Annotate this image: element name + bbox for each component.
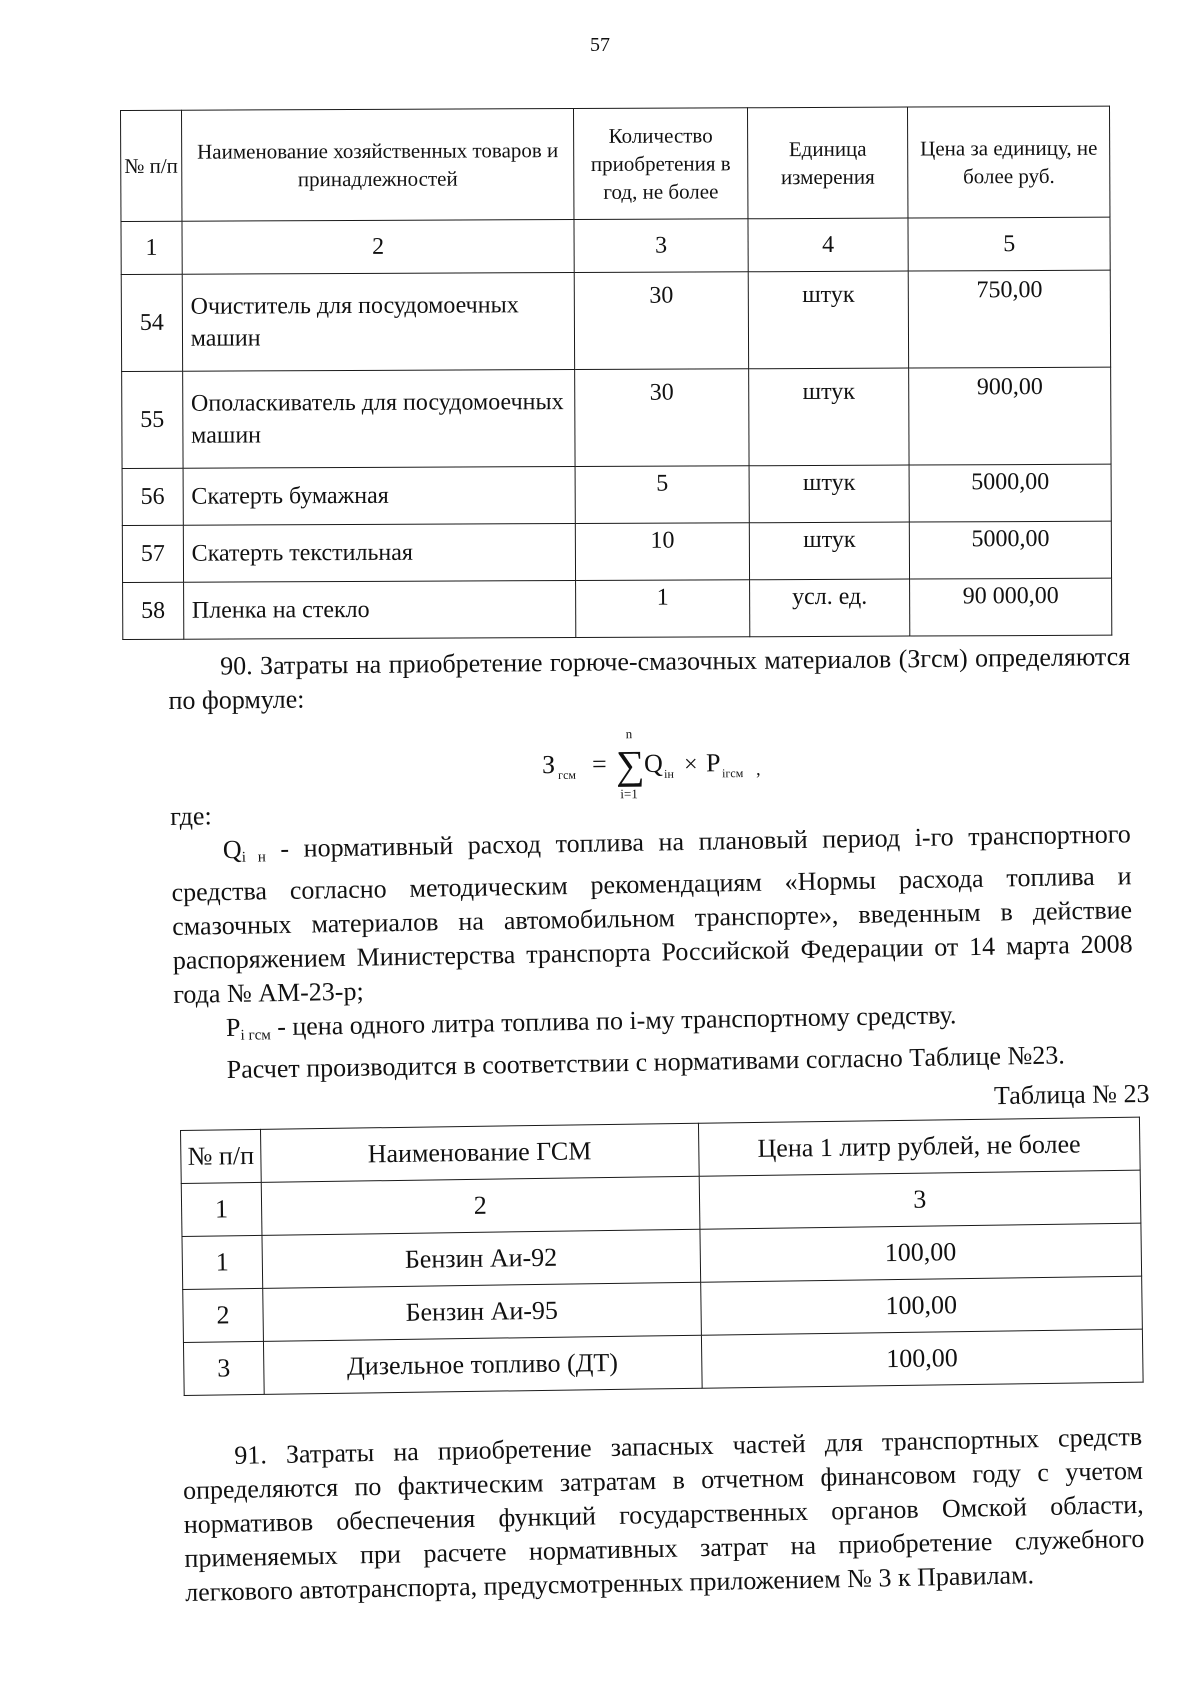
column-number: 4 — [748, 218, 909, 272]
fuel-table — [180, 1117, 1144, 1396]
row-unit: штук — [748, 271, 909, 369]
formula-q-subscript: iн — [664, 766, 674, 781]
table-row — [122, 464, 1111, 525]
goods-table — [120, 106, 1112, 640]
paragraph-90: 90. Затраты на приобретение горюче-смазочных материалов (Згсм) определяются по формуле: — [168, 641, 1131, 715]
column-number: 2 — [261, 1176, 699, 1235]
column-number: 1 — [181, 1182, 262, 1236]
row-name: Бензин Аи-95 — [263, 1282, 701, 1341]
row-quantity: 30 — [575, 369, 749, 467]
row-quantity: 5 — [575, 466, 749, 524]
fuel-header-name: Наименование ГСМ — [260, 1123, 698, 1182]
row-index: 56 — [122, 468, 183, 525]
row-price: 90 000,00 — [910, 578, 1112, 636]
formula-p-subscript: iгсм — [722, 766, 744, 781]
calculation-note: Расчет производится в соответствии с нормативами согласно Таблице №23. — [226, 1040, 1065, 1085]
p-definition-text: - цена одного литра топлива по i-му транспортному средству. — [270, 1000, 957, 1042]
row-price: 5000,00 — [910, 521, 1112, 579]
row-index: 57 — [122, 525, 183, 582]
row-index: 55 — [122, 371, 183, 468]
row-name: Скатерть бумажная — [183, 467, 576, 526]
row-unit: штук — [749, 522, 910, 580]
row-index: 54 — [121, 274, 182, 371]
row-name: Пленка на стекло — [183, 581, 576, 640]
row-price: 100,00 — [701, 1329, 1143, 1388]
formula-equals: = — [591, 749, 607, 779]
table-row — [121, 270, 1110, 371]
row-name: Скатерть текстильная — [183, 524, 576, 583]
row-quantity: 10 — [576, 523, 750, 581]
row-name: Ополаскиватель для посудомоечных машин — [182, 370, 575, 469]
row-index: 2 — [183, 1288, 264, 1342]
table-row — [122, 521, 1111, 582]
fuel-header-index: № п/п — [181, 1129, 262, 1183]
row-price: 900,00 — [909, 367, 1111, 465]
row-price: 100,00 — [700, 1276, 1142, 1335]
goods-header-name: Наименование хозяйственных товаров и принадлежностей — [181, 109, 574, 222]
paragraph-91: 91. Затраты на приобретение запасных частей для транспортных средств определяются по фактическим затратам в отчетном финансовом году с учетом нормативов обеспечения функций государственных органов Омской области, применяемых при расчете нормативных затрат на приобретение служебного легкового автотранспорта, предусмотренных приложением № 3 к Правилам. — [182, 1421, 1145, 1607]
table-row — [122, 367, 1111, 468]
formula-lhs-subscript: гсм — [558, 767, 577, 782]
goods-header-index: № п/п — [121, 110, 182, 221]
goods-table-header-row — [121, 106, 1110, 221]
formula-p: P — [705, 748, 721, 778]
formula-times: × — [683, 751, 698, 778]
row-name: Дизельное топливо (ДТ) — [263, 1335, 701, 1394]
row-unit: штук — [748, 368, 909, 466]
goods-header-price: Цена за единицу, не более руб. — [908, 106, 1110, 218]
column-number: 5 — [908, 217, 1110, 271]
row-price: 100,00 — [699, 1223, 1141, 1282]
formula-definitions — [170, 783, 1135, 1088]
q-symbol: Q — [222, 834, 242, 865]
where-label: где: — [170, 801, 212, 831]
row-unit: штук — [749, 465, 910, 523]
row-unit: усл. ед. — [749, 579, 910, 637]
column-number: 3 — [574, 219, 748, 273]
formula-lhs: З — [541, 749, 556, 780]
row-index: 58 — [123, 582, 184, 639]
column-number: 3 — [699, 1170, 1141, 1229]
goods-column-numbers-row — [121, 217, 1110, 274]
table-23-caption: Таблица № 23 — [994, 1078, 1151, 1111]
row-name: Бензин Аи-92 — [262, 1229, 700, 1288]
fuel-header-price: Цена 1 литр рублей, не более — [698, 1117, 1140, 1176]
row-quantity: 1 — [576, 580, 750, 638]
p-subscript: i гсм — [240, 1027, 271, 1044]
row-price: 5000,00 — [909, 464, 1111, 522]
formula-sum-lower: i=1 — [620, 786, 638, 802]
page-number: 57 — [590, 34, 610, 56]
q-definition-text: - нормативный расход топлива на плановый период i-го транспортного средства согласно методическим рекомендациям «Нормы расхода топлива и смазочных материалов на автомобильном транспорте», введенным в действие распоряжением Министерства транспорта Российской Федерации от 14 марта 2008 года № АМ-23-р; — [171, 819, 1133, 1009]
goods-header-unit: Единица измерения — [747, 107, 908, 219]
column-number: 2 — [182, 220, 575, 275]
p-symbol: P — [225, 1012, 241, 1043]
formula-sum-upper: n — [625, 726, 633, 742]
row-name: Очиститель для посудомоечных машин — [182, 273, 575, 372]
table-row — [123, 578, 1112, 639]
definition-q — [171, 817, 1134, 1012]
row-price: 750,00 — [908, 270, 1110, 368]
row-quantity: 30 — [574, 272, 748, 370]
row-index: 3 — [183, 1341, 264, 1395]
formula-q: Q — [643, 748, 663, 779]
formula-sum-sign: ∑ — [615, 742, 645, 788]
row-index: 1 — [182, 1235, 263, 1289]
goods-header-quantity: Количество приобретения в год, не более — [574, 108, 748, 220]
column-number: 1 — [121, 221, 182, 274]
q-subscript: i н — [241, 849, 267, 866]
formula-tail: , — [755, 758, 761, 779]
